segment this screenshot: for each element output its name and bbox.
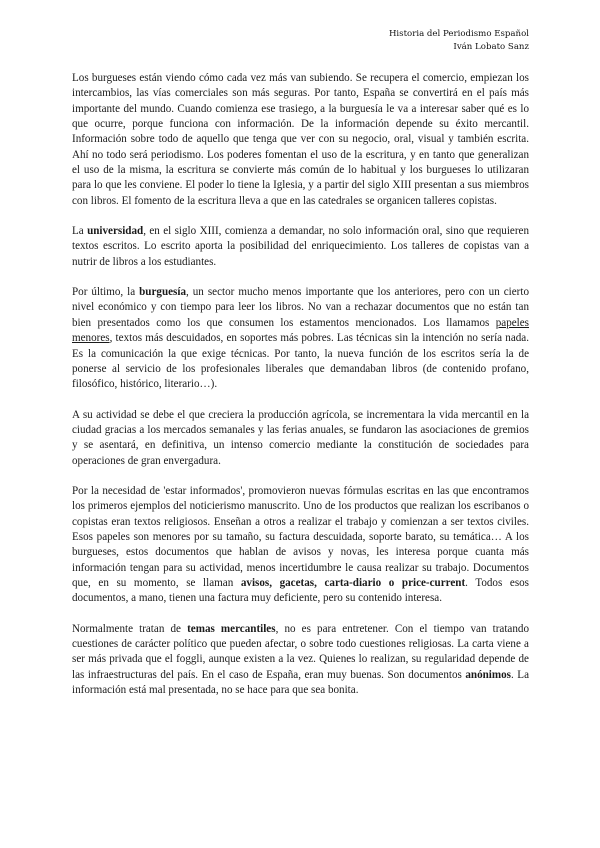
bold-term-burguesia: burguesía (139, 286, 186, 299)
text-run: , no es para entretener. Con el tiempo van tratando cuestiones de carácter político que pueden afectar, o sobre todo cuestiones religiosas. La carta viene a ser más privada que el foggli, aunque existen a la vez. Quienes lo realizan, su regularidad depende de las infraestructuras del país. En el caso de España, eran muy buenas. Son documentos (72, 622, 529, 681)
text-run: , textos más descuidados, en soportes más pobres. Las técnicas sin la intención no sería nada. Es la comunicación la que exige técnicas. Por tanto, la nueva función de los escritos sería la de ponerse al servicio de los profesionales liberales que demandaban libros (de contenido profano, filosófico, histórico, literario…). (72, 332, 529, 391)
paragraph-2 (72, 224, 529, 270)
text-run: . Todos esos documentos, a mano, tienen una factura muy deficiente, pero su contenido interesa. (72, 576, 529, 605)
text-run: , en el siglo XIII, comienza a demandar, no solo información oral, sino que requieren textos escritos. Lo escrito aporta la posibilidad del enriquecimiento. Los talleres de copistas van a nutrir de libros a los estudiantes. (72, 225, 529, 268)
text-run: . La información está mal presentada, no se hace para que sea bonita. (72, 668, 529, 697)
page-header (389, 28, 529, 54)
header-author: Iván Lobato Sanz (453, 42, 529, 52)
paragraph-4: A su actividad se debe el que creciera la producción agrícola, se incrementara la vida mercantil en la ciudad gracias a los mercados semanales y las ferias anuales, se fundaron las asociaciones de gremios y se asentará, en definitiva, un intenso comercio mediante la constitución de sociedades para operaciones de gran envergadura. (72, 408, 529, 467)
document-body (72, 71, 529, 713)
paragraph-3 (72, 285, 529, 392)
underlined-term-papeles-menores: papeles menores (72, 316, 529, 345)
text-run: Por la necesidad de 'estar informados', promovieron nuevas fórmulas escritas en las que encontramos los primeros ejemplos del noticierismo manuscrito. Uno de los productos que realizan los escribanos o copistas eran textos religiosos. Enseñan a otros a realizar el trabajo y comienzan a ser textos civiles. Esos papeles son menores por su tamaño, su factura descuidada, soporte barato, su temática… A los burgueses, estos documentos que hablan de avisos y novas, les interesa porque cuanta más información tengan para su actividad, menos incertidumbre le causa realizar su trabajo. Documentos que, en su momento, se llaman (72, 484, 529, 589)
text-run: La (72, 225, 88, 238)
bold-term-avisos: avisos, gacetas, carta-diario o price-current (240, 576, 466, 589)
bold-term-temas-mercantiles: temas mercantiles (187, 622, 276, 635)
bold-term-anonimos: anónimos (465, 668, 511, 681)
text-run: Por último, la (72, 286, 140, 299)
header-title: Historia del Periodismo Español (388, 29, 529, 39)
paragraph-5 (72, 484, 529, 607)
text-run: , un sector mucho menos importante que los anteriores, pero con un cierto nivel económico y con tiempo para leer los libros. No van a rechazar documentos que no están tan bien presentados como los que consumen los estamentos mencionados. Los llamamos (72, 286, 530, 329)
bold-term-universidad: universidad (87, 225, 144, 238)
paragraph-6 (72, 622, 529, 699)
text-run: Normalmente tratan de (72, 622, 188, 635)
paragraph-1: Los burgueses están viendo cómo cada vez más van subiendo. Se recupera el comercio, empiezan los intercambios, las vías comerciales son más seguras. Por tanto, España se convertirá en el país más importante del mundo. Cuando comienza ese trasiego, a la burguesía le va a interesar saber qué es lo que ocurre, porque funciona con información. De la información depende su éxito mercantil. Información sobre todo de aquello que tenga que ver con su negocio, oral, visual y también escrita. Ahí no todo será periodismo. Los poderes fomentan el uso de la escritura, y en tanto que generalizan el uso de la misma, la escritura se convierte más común de lo habitual y los burgueses lo utilizaran para lo que les conviene. El poder lo tiene la Iglesia, y a partir del siglo XIII presentan a sus miembros con libros. El fomento de la escritura lleva a que en las catedrales se organicen talleres copistas. (72, 72, 529, 207)
